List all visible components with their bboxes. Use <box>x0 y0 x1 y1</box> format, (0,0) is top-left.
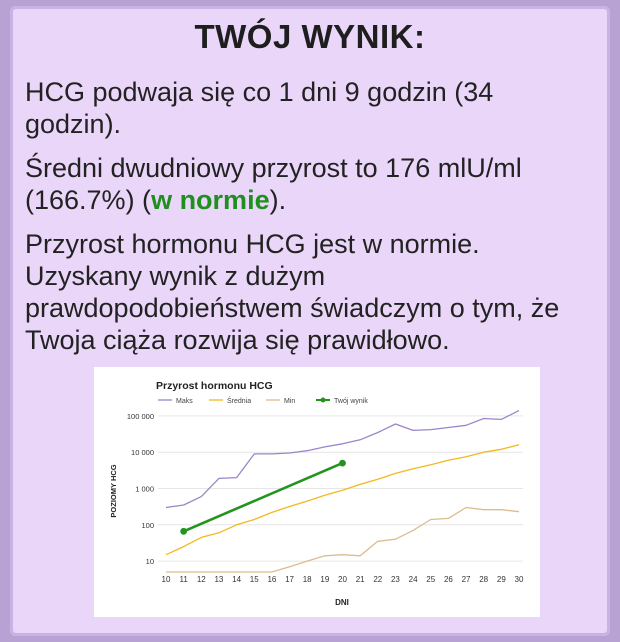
x-tick-label: 14 <box>232 575 242 584</box>
result-card <box>10 6 610 636</box>
legend-label: Maks <box>176 398 193 405</box>
conclusion-text: Przyrost hormonu HCG jest w normie. Uzyskany wynik z dużym prawdopodobieństwem świadczym o tym, że Twoja ciąża rozwija się prawidłowo. <box>25 229 560 355</box>
legend-label: Średnia <box>227 398 252 405</box>
x-tick-label: 10 <box>161 575 171 584</box>
hcg-chart-svg <box>94 367 540 617</box>
y-tick-label: 10 000 <box>131 448 154 458</box>
result-title: TWÓJ WYNIK: <box>194 18 426 55</box>
y-tick-label: 100 000 <box>126 411 154 421</box>
x-tick-label: 30 <box>514 575 524 584</box>
series-line-1 <box>166 411 519 508</box>
legend-marker <box>321 398 326 403</box>
x-tick-label: 25 <box>426 575 436 584</box>
x-tick-label: 11 <box>179 575 188 584</box>
y-tick-label: 1 000 <box>135 484 154 494</box>
x-tick-label: 18 <box>302 575 312 584</box>
y-tick-label: 100 <box>141 520 154 530</box>
average-increase-after: ). <box>269 185 287 215</box>
x-tick-label: 19 <box>320 575 330 584</box>
x-tick-label: 12 <box>196 575 206 584</box>
x-axis-ticks <box>162 575 524 584</box>
chart-grid <box>158 416 523 561</box>
x-tick-label: 29 <box>496 575 506 584</box>
user-result-point <box>339 460 346 467</box>
legend-label: Twój wynik <box>334 398 368 405</box>
x-tick-label: 20 <box>338 575 347 584</box>
hcg-chart <box>94 367 540 617</box>
chart-legend <box>158 396 368 405</box>
x-tick-label: 27 <box>461 575 471 584</box>
x-tick-label: 23 <box>390 575 400 584</box>
x-tick-label: 24 <box>408 575 418 584</box>
y-tick-label: 10 <box>145 557 154 567</box>
x-tick-label: 22 <box>373 575 383 584</box>
x-tick-label: 21 <box>355 575 365 584</box>
x-tick-label: 26 <box>443 575 453 584</box>
average-increase-before: Średni dwudniowy przyrost to 176 mlU/ml (166.7%) ( <box>25 153 522 215</box>
chart-series <box>166 411 519 572</box>
x-axis-label: DNI <box>335 598 349 607</box>
legend-label: Min <box>284 398 296 405</box>
x-tick-label: 13 <box>214 575 224 584</box>
x-tick-label: 15 <box>249 575 259 584</box>
doubling-time-text: HCG podwaja się co 1 dni 9 godzin (34 godzin). <box>25 77 494 139</box>
average-increase-text <box>25 152 595 216</box>
y-axis-label: POZIOMY HCG <box>109 464 118 518</box>
x-tick-label: 17 <box>285 575 295 584</box>
chart-title: Przyrost hormonu HCG <box>156 380 273 392</box>
y-axis-ticks <box>127 412 154 566</box>
x-tick-label: 28 <box>479 575 489 584</box>
x-tick-label: 16 <box>267 575 277 584</box>
user-result-point <box>180 528 187 535</box>
status-normal-label: w normie <box>151 185 270 215</box>
